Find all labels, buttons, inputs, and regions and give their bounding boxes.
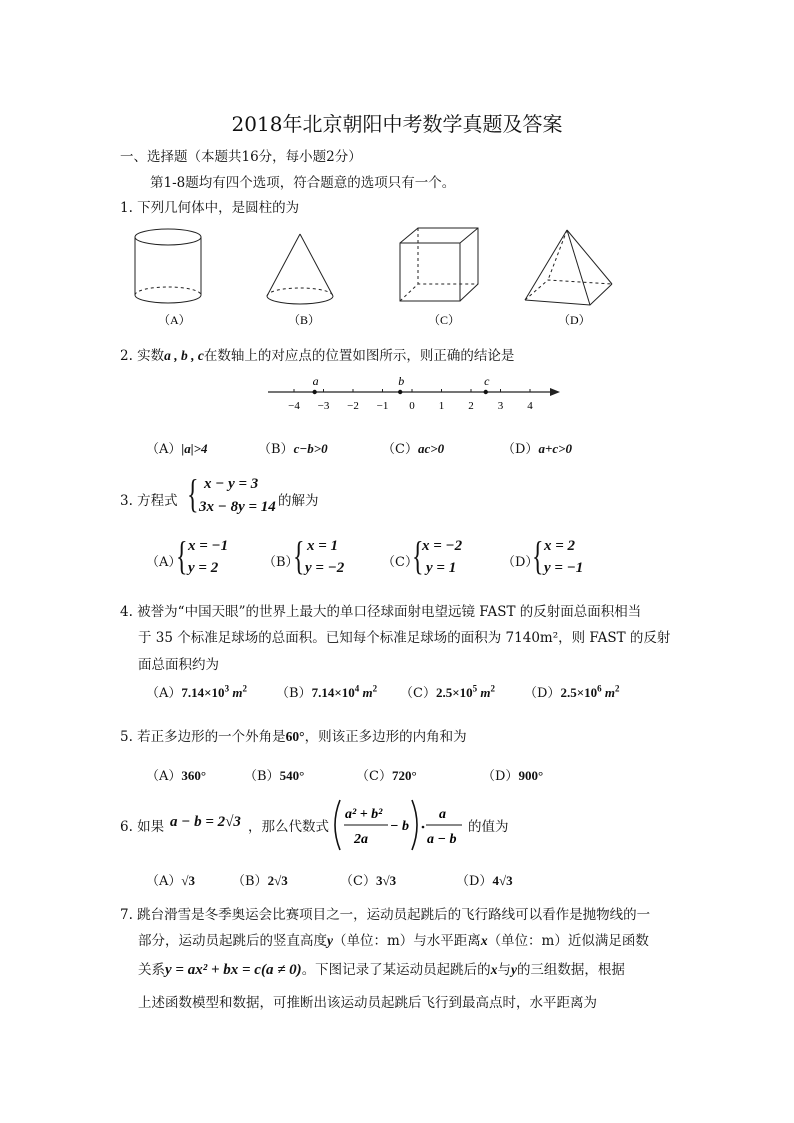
q6-stem-prefix: 6. 如果 [120,819,165,835]
number-line-point-b [398,390,402,394]
q4-option-d-unit: m [601,685,615,700]
q3-option-b-line2: y = −2 [305,560,345,576]
q2-option-d[interactable] [502,438,572,457]
q3-option-c-line2: y = 1 [426,560,457,576]
q6-option-b-label: （B） [232,874,268,889]
q6-option-c-value: 3√3 [375,873,397,888]
q4-option-d[interactable] [524,682,619,701]
q5-option-d-label: （D） [482,769,519,784]
number-line-tick-label: −3 [317,400,330,412]
number-line-tick-label: 4 [527,400,533,412]
q6-num2: a [439,807,446,822]
q7-line2-c: （单位：m）近似满足函数 [487,933,649,949]
q7-line2 [138,929,649,949]
q7-line3-c: 与 [497,962,511,978]
q2-option-a-label: （A） [146,442,182,457]
q6-num1: a² + b² [345,807,383,822]
q6-stem-suffix: 的值为 [468,819,509,835]
q7-line2-b: （单位：m）与水平距离 [333,933,481,949]
q3-option-d-label: （D） [502,555,539,570]
q3-option-d-line1: x = 2 [544,538,576,554]
q2-option-b[interactable] [258,438,328,457]
q4-option-d-exp: 6 [597,683,602,694]
q5-option-a-label: （A） [146,769,182,784]
q7-line4: 上述函数模型和数据，可推断出该运动员起跳后飞行到最高点时，水平距离为 [138,995,597,1011]
q5-option-b-value: 540° [279,768,305,783]
q5-stem-prefix: 5. 若正多边形的一个外角是 [120,729,286,745]
q3-option-c-label: （C） [382,555,418,570]
q3-option-b[interactable] [263,533,373,582]
brace-icon: { [293,533,305,578]
q3-option-b-line1: x = 1 [307,538,339,554]
q7-line2-x: x [480,933,488,948]
section-heading: 一、选择题（本题共16分，每小题2分） [120,149,362,165]
q4-option-c-exp: 5 [472,683,478,694]
q3-option-a-line2: y = 2 [188,560,219,576]
q6-den2: a − b [427,832,457,847]
q4-option-a-unit-exp: 2 [242,683,247,694]
q2-option-a-expr: |a|>4 [181,441,208,456]
q4-option-c-unit: m [477,685,491,700]
q5-option-c[interactable] [356,765,417,784]
number-line-point-a [312,390,316,394]
q5-option-c-value: 720° [391,768,417,783]
q2-option-b-expr: c−b>0 [293,441,328,456]
left-paren-icon [335,800,340,850]
q2-option-c-expr: ac>0 [417,441,445,456]
q2-option-d-expr: a+c>0 [538,441,573,456]
q5-stem-suffix: ，则该正多边形的内角和为 [304,729,467,745]
q4-option-c-unit-exp: 2 [490,683,495,694]
q7-line2-y: y [327,933,333,948]
q4-line2: 于 35 个标准足球场的总面积。已知每个标准足球场的面积为 7140m²，则 FAST 的反射 [138,630,671,646]
q7-line3-y: y [510,962,517,977]
q4-option-d-label: （D） [524,686,561,701]
q2-stem-suffix: 在数轴上的对应点的位置如图所示，则正确的结论是 [203,348,515,364]
right-paren-icon [412,800,417,850]
number-line-point-label: a [312,374,319,388]
q1-stem: 1. 下列几何体中，是圆柱的为 [120,200,300,216]
q3-option-d[interactable] [502,533,612,582]
q4-option-a-exp: 3 [224,683,230,694]
q3-option-a-label: （A） [146,555,182,570]
q6-option-d-label: （D） [456,874,493,889]
number-line-tick-label: 2 [468,400,474,412]
q4-option-c-label: （C） [400,686,436,701]
q1-caption-d: （D） [558,313,591,327]
q6-option-c-label: （C） [340,874,376,889]
q4-option-b-unit: m [359,685,373,700]
q4-line3: 面总面积约为 [138,657,219,673]
q3-stem-suffix: 的解为 [278,493,319,509]
number-line-point-c [484,390,488,394]
q5-option-c-label: （C） [356,769,392,784]
brace-icon: { [176,533,188,578]
number-line-arrow [550,388,560,396]
q6-option-d[interactable] [456,870,513,889]
q2-option-c[interactable] [382,438,444,457]
q6-condition: a − b = 2√3 [170,814,241,830]
q7-line3-b: 。下图记录了某运动员起跳后的 [301,962,491,978]
multiply-dot-icon [422,826,425,829]
q3-system-brace: { [187,471,199,516]
q7-line3-d: 的三组数据，根据 [516,962,625,978]
q6-option-a-value: √3 [181,873,196,888]
q7-line3-a: 关系 [138,962,165,978]
q2-stem [120,344,514,364]
q2-stem-prefix: 2. 实数 [120,348,165,364]
q3-option-a-line1: x = −1 [188,538,229,554]
q5-option-a-value: 360° [181,768,207,783]
brace-icon: { [412,533,424,578]
brace-icon: { [532,533,544,578]
q6-option-a-label: （A） [146,874,182,889]
q6-option-b[interactable] [232,870,288,889]
q3-option-d-line2: y = −1 [544,560,584,576]
q4-option-c[interactable] [400,682,495,701]
q1-caption-b: （B） [288,313,321,327]
q4-option-a-label: （A） [146,686,182,701]
q5-option-b[interactable] [244,765,304,784]
q1-caption-c: （C） [428,313,461,327]
q4-option-a[interactable] [146,682,247,701]
q1-caption-a: （A） [158,313,191,327]
number-line-tick-label: 3 [497,400,504,412]
q5-angle: 60° [285,729,305,744]
q2-option-d-label: （D） [502,442,539,457]
q6-option-b-value: 2√3 [267,873,288,888]
q3-stem-prefix: 3. 方程式 [120,493,178,509]
q5-option-a[interactable] [146,765,206,784]
q3-option-c[interactable] [382,533,492,582]
q4-option-b-exp: 4 [354,683,360,694]
q3-system-line2: 3x − 8y = 14 [199,499,276,515]
q6-den1: 2a [354,832,368,847]
q5-option-b-label: （B） [244,769,280,784]
q4-option-b-label: （B） [276,686,312,701]
cylinder-figure [135,229,201,303]
page-title: 2018年北京朝阳中考数学真题及答案 [231,112,563,136]
q6-option-d-value: 4√3 [492,873,513,888]
q4-option-d-unit-exp: 2 [614,683,620,694]
section-note: 第1-8题均有四个选项，符合题意的选项只有一个。 [150,175,456,191]
q5-option-d-value: 900° [518,768,544,783]
q4-option-c-mantissa: 2.5×10 [435,685,473,700]
number-line-tick-label: 1 [438,400,445,412]
cube-figure [400,228,478,301]
q7-line3 [138,958,625,979]
q2-option-b-label: （B） [258,442,294,457]
q6-minus-b: − b [390,819,409,834]
q7-line1: 7. 跳台滑雪是冬季奥运会比赛项目之一，运动员起跳后的飞行路线可以看作是抛物线的一 [120,907,651,923]
q4-option-a-unit: m [229,685,243,700]
number-line-tick-label: −1 [376,400,389,412]
q3-option-a[interactable] [146,533,256,582]
q6-expression [332,796,482,854]
q2-stem-vars: a , b , c [164,348,204,363]
q1-solids-figure [120,220,640,332]
q4-option-b-mantissa: 7.14×10 [311,685,355,700]
pyramid-figure [525,230,612,305]
q5-stem [120,725,467,745]
number-line-point-label: c [484,374,490,388]
q6-stem-mid: ，那么代数式 [248,819,329,835]
q6-option-a[interactable] [146,870,195,889]
q3-option-b-label: （B） [263,555,299,570]
q5-option-d[interactable] [482,765,543,784]
number-line-figure [262,372,572,418]
q4-option-b-unit-exp: 2 [372,683,378,694]
q2-option-c-label: （C） [382,442,418,457]
q7-line3-x: x [490,962,498,977]
number-line-tick-label: 0 [409,400,415,412]
q7-line2-a: 部分，运动员起跳后的竖直高度 [138,933,327,949]
q4-option-b[interactable] [276,682,377,701]
q4-option-a-mantissa: 7.14×10 [181,685,225,700]
q7-formula: y = ax² + bx = c(a ≠ 0) [165,962,302,978]
q4-option-d-mantissa: 2.5×10 [560,685,598,700]
number-line-point-label: b [398,374,405,388]
number-line-tick-label: −4 [288,400,300,412]
q3-option-c-line1: x = −2 [422,538,463,554]
q6-option-c[interactable] [340,870,396,889]
q3-system-line1: x − y = 3 [204,476,259,492]
cone-figure [267,234,333,304]
number-line-tick-label: −2 [347,400,359,412]
q4-line1: 4. 被誉为“中国天眼”的世界上最大的单口径球面射电望远镜 FAST 的反射面总面积相当 [120,604,642,620]
q2-option-a[interactable] [146,438,208,457]
